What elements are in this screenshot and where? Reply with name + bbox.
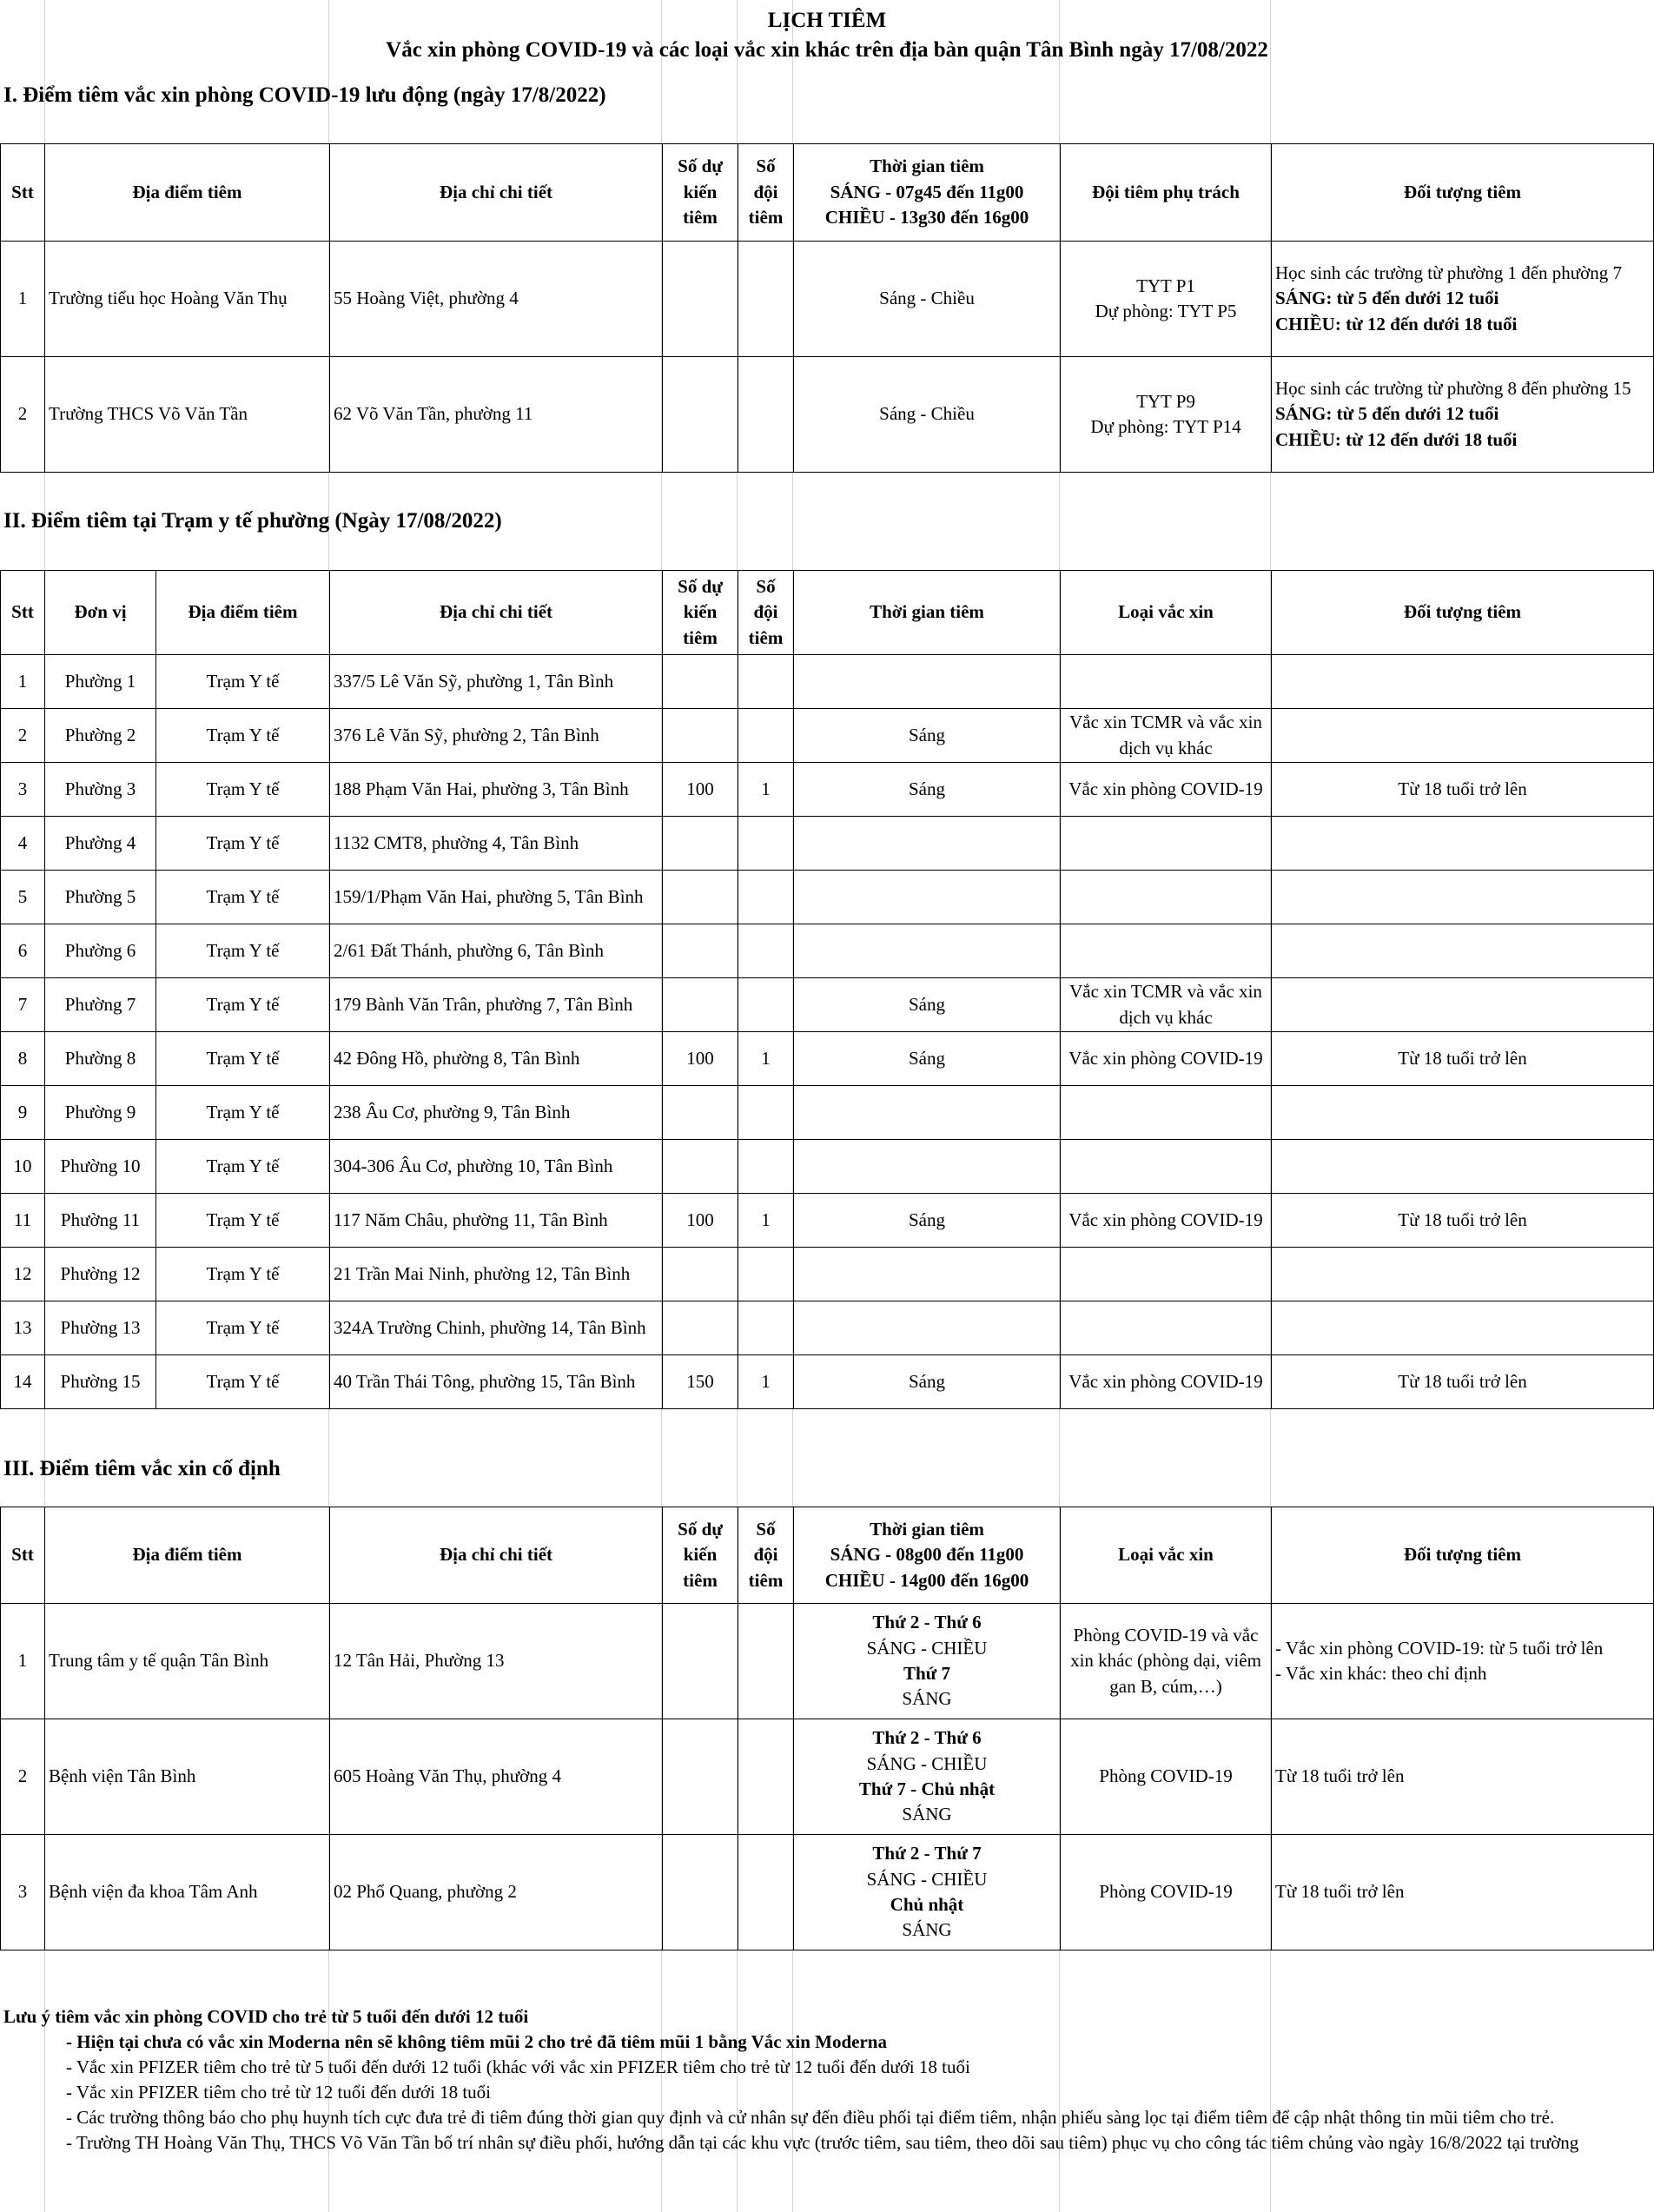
cell-time [794, 1086, 1061, 1140]
cell-unit: Phường 7 [45, 978, 156, 1032]
header-teams: Số đội tiêm [738, 144, 794, 242]
header-place: Địa điểm tiêm [45, 144, 330, 242]
cell-address: 21 Trần Mai Ninh, phường 12, Tân Bình [330, 1248, 663, 1301]
cell-time: Sáng [794, 978, 1061, 1032]
header-vaccine: Loại vắc xin [1061, 1507, 1272, 1604]
table-row [1, 1835, 1654, 1950]
cell-target [1272, 871, 1654, 924]
table-row [1, 1140, 1654, 1194]
cell-expected: 150 [663, 1355, 738, 1409]
cell-stt: 11 [1, 1194, 45, 1248]
cell-target: Từ 18 tuổi trở lên [1272, 1194, 1654, 1248]
cell-time [794, 655, 1061, 709]
note-item: - Vắc xin PFIZER tiêm cho trẻ từ 12 tuổi đến dưới 18 tuổi [66, 2082, 492, 2103]
cell-time [794, 1719, 1061, 1835]
note-item: - Hiện tại chưa có vắc xin Moderna nên sẽ không tiêm mũi 2 cho trẻ đã tiêm mũi 1 bằng Vắc xin Moderna [66, 2031, 887, 2052]
cell-expected [663, 871, 738, 924]
cell-stt: 2 [1, 1719, 45, 1835]
cell-stt: 4 [1, 817, 45, 871]
header-place: Địa điểm tiêm [156, 571, 330, 655]
cell-stt: 1 [1, 655, 45, 709]
cell-time [794, 1248, 1061, 1301]
cell-address: 605 Hoàng Văn Thụ, phường 4 [330, 1719, 663, 1835]
cell-expected [663, 1301, 738, 1355]
cell-target [1272, 1604, 1654, 1719]
fixed-rows [1, 1604, 1654, 1950]
cell-expected [663, 709, 738, 763]
notes-items [3, 2030, 1650, 2156]
cell-unit: Phường 11 [45, 1194, 156, 1248]
cell-expected [663, 655, 738, 709]
cell-unit: Phường 9 [45, 1086, 156, 1140]
cell-vaccine: Vắc xin phòng COVID-19 [1061, 763, 1272, 817]
cell-unit: Phường 2 [45, 709, 156, 763]
cell-teams [738, 978, 794, 1032]
cell-address: 40 Trần Thái Tông, phường 15, Tân Bình [330, 1355, 663, 1409]
table-header-row [1, 1507, 1654, 1604]
cell-time: Sáng [794, 1355, 1061, 1409]
cell-time: Sáng [794, 709, 1061, 763]
cell-place: Trạm Y tế [156, 1032, 330, 1086]
cell-vaccine [1061, 1140, 1272, 1194]
header-address: Địa chỉ chi tiết [330, 1507, 663, 1604]
cell-stt: 3 [1, 1835, 45, 1950]
header-stt: Stt [1, 144, 45, 242]
time-line: SÁNG - CHIỀU [866, 1752, 988, 1774]
cell-vaccine [1061, 1086, 1272, 1140]
time-line: SÁNG - CHIỀU [866, 1868, 988, 1890]
note-item: - Trường TH Hoàng Văn Thụ, THCS Võ Văn Tần bố trí nhân sự điều phối, hướng dẫn tại các khu vực (trước tiêm, sau tiêm, theo dõi sau tiêm) phục vụ cho công tác tiêm chủng vào ngày 16/8/2022 tại trường [66, 2132, 1579, 2153]
cell-place: Trạm Y tế [156, 1140, 330, 1194]
cell-expected [663, 1719, 738, 1835]
cell-expected: 100 [663, 1194, 738, 1248]
section-2-heading: II. Điểm tiêm tại Trạm y tế phường (Ngày 17/08/2022) [3, 509, 502, 533]
cell-stt: 3 [1, 763, 45, 817]
cell-stt: 12 [1, 1248, 45, 1301]
cell-stt: 6 [1, 924, 45, 978]
section-1-heading: I. Điểm tiêm vắc xin phòng COVID-19 lưu động (ngày 17/8/2022) [3, 83, 606, 107]
cell-vaccine: Vắc xin TCMR và vắc xin dịch vụ khác [1061, 709, 1272, 763]
cell-unit: Phường 12 [45, 1248, 156, 1301]
cell-place: Trạm Y tế [156, 1301, 330, 1355]
cell-time: Sáng [794, 763, 1061, 817]
cell-target [1272, 1248, 1654, 1301]
time-line: SÁNG [902, 1804, 952, 1825]
note-item: - Các trường thông báo cho phụ huynh tích cực đưa trẻ đi tiêm đúng thời gian quy định và cử nhân sự đến điều phối tại điểm tiêm, nhận phiếu sàng lọc tại điểm tiêm để cập nhật thông tin mũi tiêm cho trẻ. [66, 2107, 1555, 2128]
cell-place: Trạm Y tế [156, 1194, 330, 1248]
header-time: Thời gian tiêm [794, 571, 1061, 655]
cell-teams [738, 817, 794, 871]
cell-unit: Phường 13 [45, 1301, 156, 1355]
cell-place: Trạm Y tế [156, 709, 330, 763]
ward-stations-table [0, 570, 1654, 1409]
time-line: Thứ 2 - Thứ 7 [872, 1843, 982, 1864]
cell-expected [663, 924, 738, 978]
header-unit: Đơn vị [45, 571, 156, 655]
cell-stt: 14 [1, 1355, 45, 1409]
target-line: - Vắc xin khác: theo chỉ định [1275, 1663, 1487, 1684]
header-place: Địa điểm tiêm [45, 1507, 330, 1604]
table-header-row [1, 144, 1654, 242]
table-row [1, 871, 1654, 924]
cell-target: Từ 18 tuổi trở lên [1272, 1032, 1654, 1086]
time-line: Chủ nhật [890, 1894, 964, 1915]
cell-unit: Phường 1 [45, 655, 156, 709]
cell-address: 42 Đông Hồ, phường 8, Tân Bình [330, 1032, 663, 1086]
cell-address: 304-306 Âu Cơ, phường 10, Tân Bình [330, 1140, 663, 1194]
cell-unit: Phường 10 [45, 1140, 156, 1194]
cell-expected [663, 1835, 738, 1950]
cell-expected: 100 [663, 1032, 738, 1086]
cell-teams [738, 1086, 794, 1140]
header-time: Thời gian tiêm SÁNG - 08g00 đến 11g00 CHIỀU - 14g00 đến 16g00 [794, 1507, 1061, 1604]
table-row: 1 Trường tiểu học Hoàng Văn Thụ 55 Hoàng Việt, phường 4 Sáng - Chiều TYT P1 Dự phòng: TYT P5 Học sinh các trường từ phường 1 đến phường 7 SÁNG: từ 5 đến dưới 12 tuổi CHIỀU: từ 12 đến dưới 18 tuổi [1, 242, 1654, 357]
cell-place: Bệnh viện đa khoa Tâm Anh [45, 1835, 330, 1950]
cell-vaccine: Vắc xin phòng COVID-19 [1061, 1355, 1272, 1409]
cell-expected [663, 978, 738, 1032]
target-line: - Vắc xin phòng COVID-19: từ 5 tuổi trở lên [1275, 1637, 1604, 1659]
notes-title: Lưu ý tiêm vắc xin phòng COVID cho trẻ từ 5 tuổi đến dưới 12 tuổi [3, 2006, 529, 2027]
cell-vaccine [1061, 871, 1272, 924]
time-line: Thứ 7 [903, 1663, 951, 1684]
header-stt: Stt [1, 571, 45, 655]
header-address: Địa chỉ chi tiết [330, 144, 663, 242]
target-line: Từ 18 tuổi trở lên [1275, 1881, 1405, 1903]
cell-teams [738, 924, 794, 978]
cell-vaccine [1061, 1301, 1272, 1355]
cell-expected [663, 817, 738, 871]
cell-place: Bệnh viện Tân Bình [45, 1719, 330, 1835]
cell-teams [738, 871, 794, 924]
cell-expected [663, 1248, 738, 1301]
cell-target [1272, 1086, 1654, 1140]
cell-teams [738, 1140, 794, 1194]
notes-block [3, 2004, 1650, 2156]
table-row [1, 1248, 1654, 1301]
cell-stt: 1 [1, 1604, 45, 1719]
table-row [1, 1355, 1654, 1409]
cell-target [1272, 655, 1654, 709]
cell-time [794, 871, 1061, 924]
table-row [1, 709, 1654, 763]
cell-vaccine: Phòng COVID-19 [1061, 1835, 1272, 1950]
cell-stt: 2 [1, 709, 45, 763]
cell-unit: Phường 8 [45, 1032, 156, 1086]
cell-teams [738, 655, 794, 709]
cell-place: Trạm Y tế [156, 924, 330, 978]
page-subtitle: Vắc xin phòng COVID-19 và các loại vắc xin khác trên địa bàn quận Tân Bình ngày 17/08/2022 [386, 38, 1268, 62]
table-row [1, 763, 1654, 817]
cell-target [1272, 1835, 1654, 1950]
cell-address: 179 Bành Văn Trân, phường 7, Tân Bình [330, 978, 663, 1032]
cell-time: Sáng [794, 1194, 1061, 1248]
cell-target [1272, 1719, 1654, 1835]
section-3-heading: III. Điểm tiêm vắc xin cố định [3, 1457, 281, 1480]
cell-target [1272, 709, 1654, 763]
cell-place: Trạm Y tế [156, 817, 330, 871]
cell-target [1272, 978, 1654, 1032]
header-target: Đối tượng tiêm [1272, 571, 1654, 655]
cell-unit: Phường 15 [45, 1355, 156, 1409]
table-row [1, 924, 1654, 978]
cell-address: 324A Trường Chinh, phường 14, Tân Bình [330, 1301, 663, 1355]
header-vaccine: Loại vắc xin [1061, 571, 1272, 655]
cell-stt: 5 [1, 871, 45, 924]
header-expected: Số dự kiến tiêm [663, 1507, 738, 1604]
cell-address: 238 Âu Cơ, phường 9, Tân Bình [330, 1086, 663, 1140]
cell-address: 12 Tân Hải, Phường 13 [330, 1604, 663, 1719]
cell-expected [663, 1140, 738, 1194]
time-line: Thứ 7 - Chủ nhật [858, 1778, 996, 1799]
cell-target [1272, 924, 1654, 978]
note-item: - Vắc xin PFIZER tiêm cho trẻ từ 5 tuổi đến dưới 12 tuổi (khác với vắc xin PFIZER tiêm cho trẻ từ 12 tuổi đến dưới 18 tuổi [66, 2056, 970, 2077]
header-teams: Số đội tiêm [738, 571, 794, 655]
cell-address: 159/1/Phạm Văn Hai, phường 5, Tân Bình [330, 871, 663, 924]
cell-vaccine: Vắc xin phòng COVID-19 [1061, 1032, 1272, 1086]
cell-teams: 1 [738, 1194, 794, 1248]
cell-place: Trạm Y tế [156, 655, 330, 709]
table-row [1, 1032, 1654, 1086]
time-line: SÁNG [902, 1919, 952, 1941]
header-target: Đối tượng tiêm [1272, 144, 1654, 242]
table-row [1, 817, 1654, 871]
cell-teams: 1 [738, 763, 794, 817]
cell-time [794, 1835, 1061, 1950]
cell-vaccine: Phòng COVID-19 và vắc xin khác (phòng dại, viêm gan B, cúm,…) [1061, 1604, 1272, 1719]
cell-unit: Phường 4 [45, 817, 156, 871]
cell-target [1272, 1301, 1654, 1355]
header-expected: Số dự kiến tiêm [663, 144, 738, 242]
cell-time [794, 1301, 1061, 1355]
cell-teams [738, 1604, 794, 1719]
cell-vaccine [1061, 817, 1272, 871]
table-row: 2 Trường THCS Võ Văn Tần 62 Võ Văn Tần, phường 11 Sáng - Chiều TYT P9 Dự phòng: TYT P14 Học sinh các trường từ phường 8 đến phường 15 SÁNG: từ 5 đến dưới 12 tuổi CHIỀU: từ 12 đến dưới 18 tuổi [1, 357, 1654, 473]
header-teams: Số đội tiêm [738, 1507, 794, 1604]
cell-teams [738, 1719, 794, 1835]
time-line: Thứ 2 - Thứ 6 [872, 1612, 982, 1633]
cell-target [1272, 817, 1654, 871]
cell-address: 1132 CMT8, phường 4, Tân Bình [330, 817, 663, 871]
cell-expected [663, 1086, 738, 1140]
cell-target: Từ 18 tuổi trở lên [1272, 1355, 1654, 1409]
cell-vaccine: Vắc xin phòng COVID-19 [1061, 1194, 1272, 1248]
cell-stt: 8 [1, 1032, 45, 1086]
time-line: SÁNG - CHIỀU [866, 1637, 988, 1659]
table-row [1, 1719, 1654, 1835]
cell-teams [738, 709, 794, 763]
cell-time [794, 924, 1061, 978]
table-row [1, 1086, 1654, 1140]
cell-place: Trạm Y tế [156, 1086, 330, 1140]
header-time: Thời gian tiêm SÁNG - 07g45 đến 11g00 CHIỀU - 13g30 đến 16g00 [794, 144, 1061, 242]
cell-address: 2/61 Đất Thánh, phường 6, Tân Bình [330, 924, 663, 978]
cell-unit: Phường 3 [45, 763, 156, 817]
cell-stt: 10 [1, 1140, 45, 1194]
ward-rows [1, 655, 1654, 1409]
time-line: Thứ 2 - Thứ 6 [872, 1727, 982, 1749]
cell-place: Trạm Y tế [156, 1248, 330, 1301]
cell-vaccine [1061, 655, 1272, 709]
cell-teams [738, 1835, 794, 1950]
header-team-in-charge: Đội tiêm phụ trách [1061, 144, 1272, 242]
cell-expected [663, 1604, 738, 1719]
header-address: Địa chỉ chi tiết [330, 571, 663, 655]
fixed-sites-table [0, 1507, 1654, 1950]
page-title: LỊCH TIÊM [767, 9, 887, 32]
target-line: Từ 18 tuổi trở lên [1275, 1765, 1405, 1787]
cell-address: 02 Phổ Quang, phường 2 [330, 1835, 663, 1950]
cell-stt: 9 [1, 1086, 45, 1140]
cell-time: Sáng [794, 1032, 1061, 1086]
cell-stt: 7 [1, 978, 45, 1032]
cell-unit: Phường 6 [45, 924, 156, 978]
cell-address: 337/5 Lê Văn Sỹ, phường 1, Tân Bình [330, 655, 663, 709]
cell-place: Trạm Y tế [156, 978, 330, 1032]
cell-vaccine: Vắc xin TCMR và vắc xin dịch vụ khác [1061, 978, 1272, 1032]
table-header-row [1, 571, 1654, 655]
cell-teams [738, 1248, 794, 1301]
cell-target: Từ 18 tuổi trở lên [1272, 763, 1654, 817]
cell-address: 376 Lê Văn Sỹ, phường 2, Tân Bình [330, 709, 663, 763]
header-expected: Số dự kiến tiêm [663, 571, 738, 655]
cell-teams: 1 [738, 1032, 794, 1086]
mobile-sites-table [0, 143, 1654, 473]
cell-target [1272, 1140, 1654, 1194]
header-target: Đối tượng tiêm [1272, 1507, 1654, 1604]
cell-time [794, 817, 1061, 871]
header-stt: Stt [1, 1507, 45, 1604]
table-row [1, 1194, 1654, 1248]
cell-time [794, 1604, 1061, 1719]
table-row [1, 978, 1654, 1032]
cell-place: Trạm Y tế [156, 1355, 330, 1409]
cell-teams: 1 [738, 1355, 794, 1409]
cell-place: Trạm Y tế [156, 871, 330, 924]
cell-place: Trạm Y tế [156, 763, 330, 817]
cell-place: Trung tâm y tế quận Tân Bình [45, 1604, 330, 1719]
cell-time [794, 1140, 1061, 1194]
table-row [1, 655, 1654, 709]
time-line: SÁNG [902, 1688, 952, 1710]
cell-unit: Phường 5 [45, 871, 156, 924]
cell-vaccine [1061, 1248, 1272, 1301]
cell-stt: 13 [1, 1301, 45, 1355]
cell-address: 188 Phạm Văn Hai, phường 3, Tân Bình [330, 763, 663, 817]
table-row [1, 1604, 1654, 1719]
cell-expected: 100 [663, 763, 738, 817]
cell-vaccine [1061, 924, 1272, 978]
cell-teams [738, 1301, 794, 1355]
cell-vaccine: Phòng COVID-19 [1061, 1719, 1272, 1835]
table-row [1, 1301, 1654, 1355]
cell-address: 117 Năm Châu, phường 11, Tân Bình [330, 1194, 663, 1248]
